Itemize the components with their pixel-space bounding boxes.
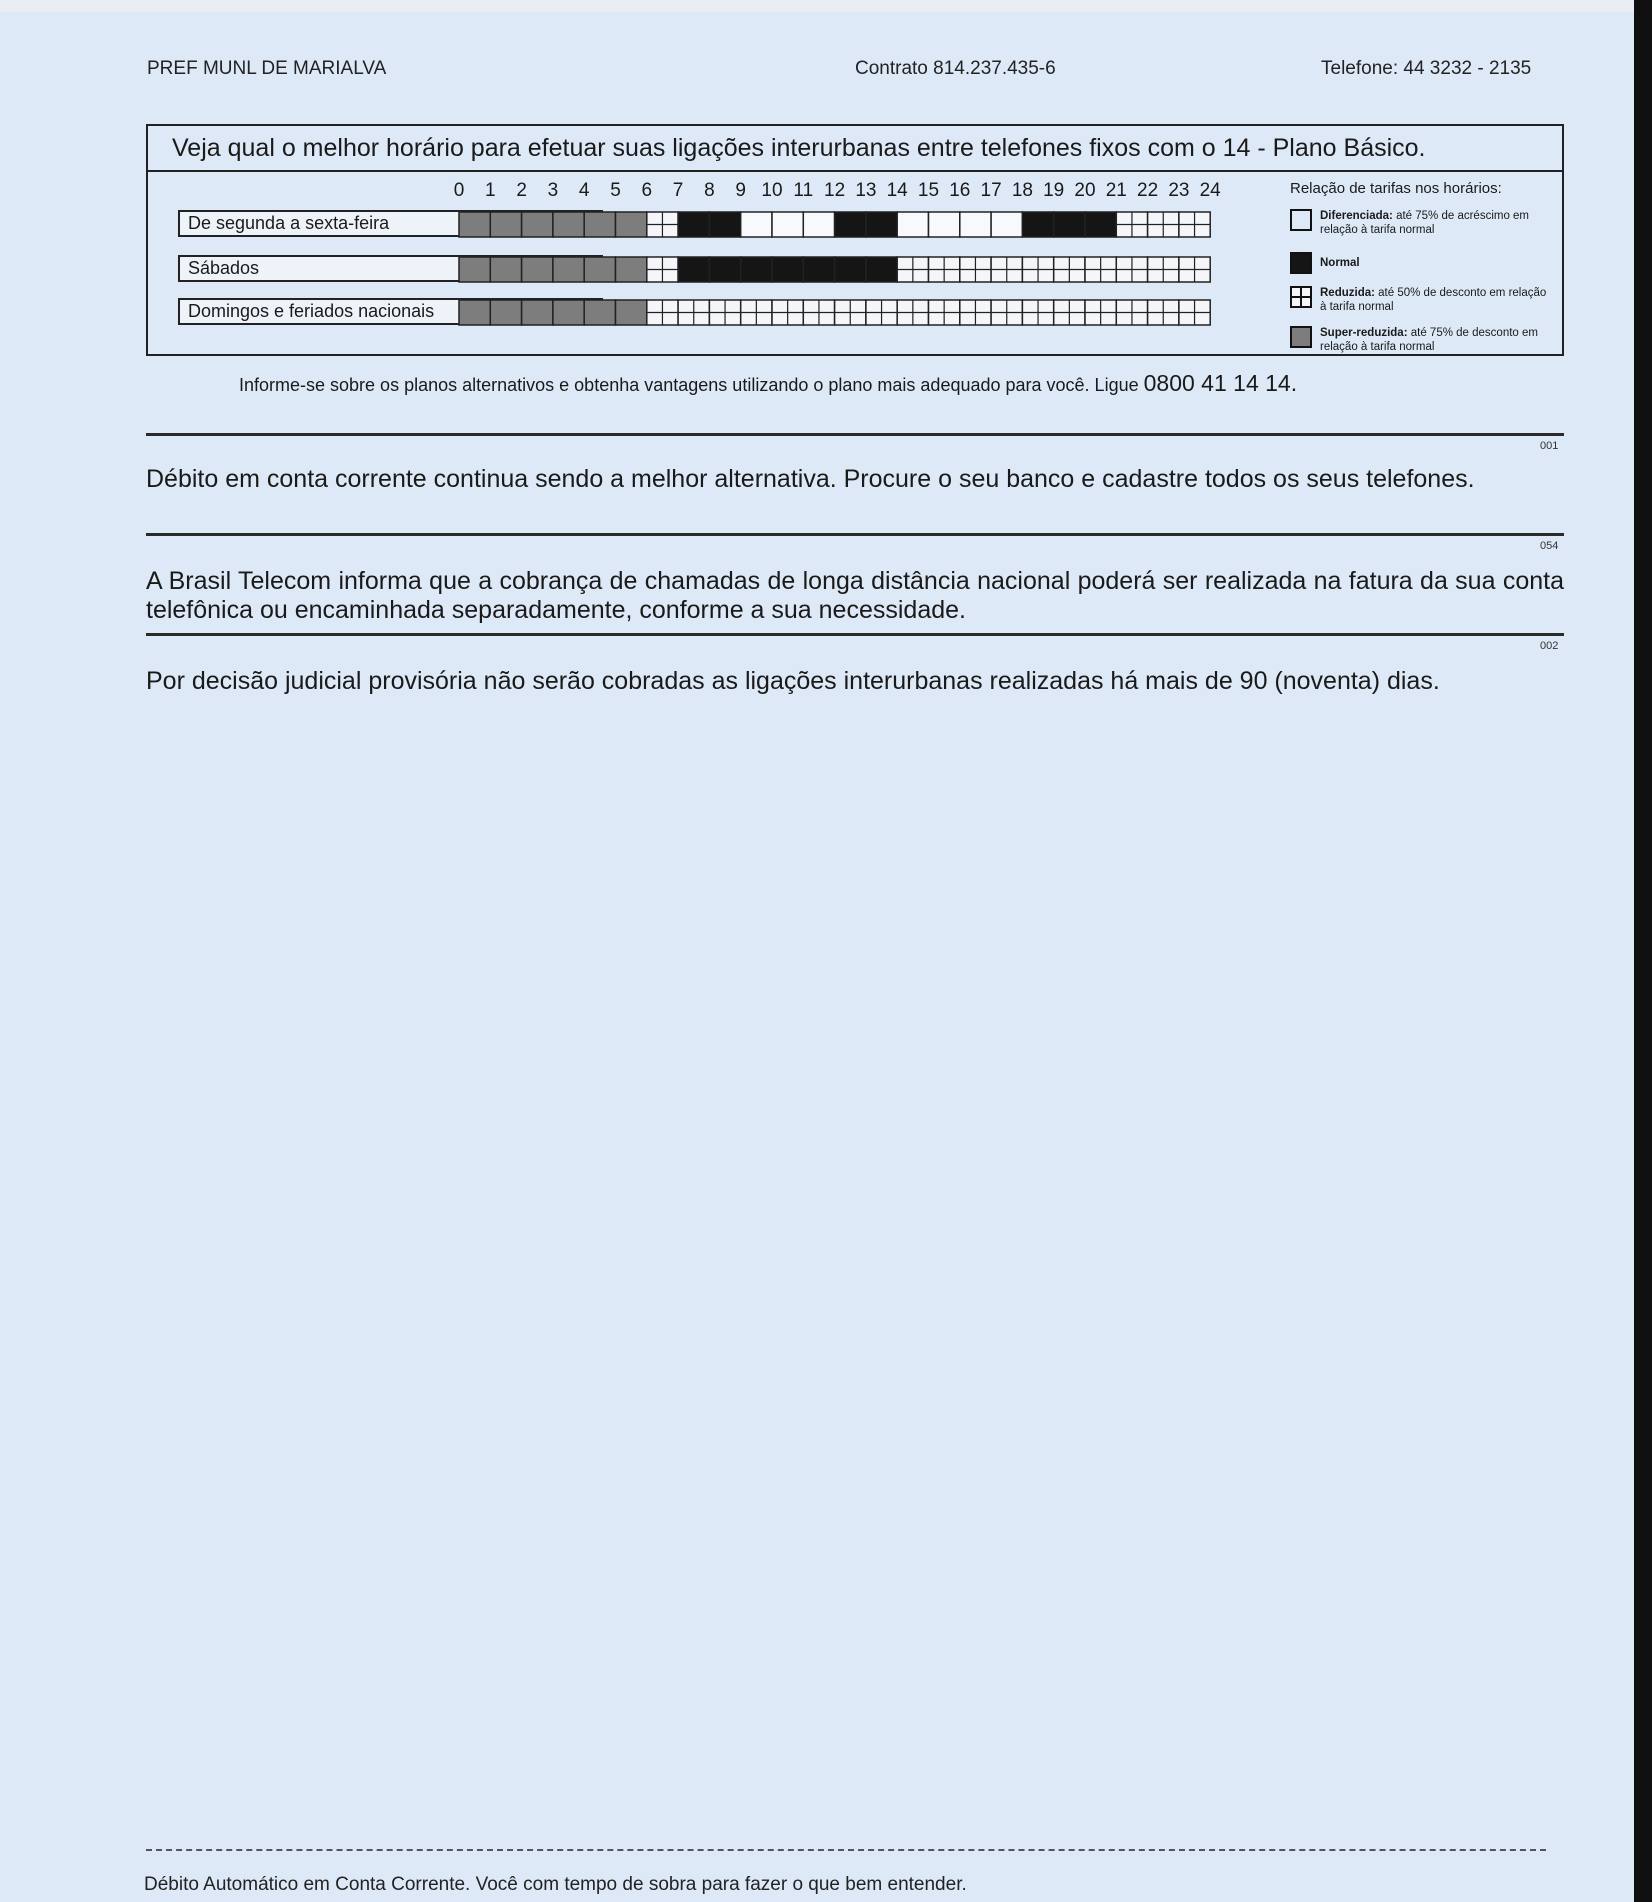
tariff-cell-S xyxy=(459,212,490,237)
tariff-cell-D xyxy=(929,212,960,237)
tariff-cell-N xyxy=(1022,212,1053,237)
legend-name-diferenciada: Diferenciada: xyxy=(1320,210,1393,222)
tariff-cell-D xyxy=(960,212,991,237)
tariff-cell-N xyxy=(678,257,709,282)
hour-label-23: 23 xyxy=(1168,180,1190,201)
plans-info-text: Informe-se sobre os planos alternativos e obtenha vantagens utilizando o plano mais adequado para você. Ligue xyxy=(239,375,1139,395)
tariff-cell-S xyxy=(459,257,490,282)
tariff-cell-N xyxy=(866,257,897,282)
hour-label-19: 19 xyxy=(1043,180,1065,201)
legend-desc-super-reduzida: até 75% de desconto em relação à tarifa normal xyxy=(1320,327,1538,353)
divider xyxy=(146,533,1564,536)
tariff-cell-N xyxy=(835,257,866,282)
tariff-cell-S xyxy=(553,300,584,325)
tariff-cell-S xyxy=(616,300,647,325)
tariff-cell-D xyxy=(741,212,772,237)
legend-swatch-diferenciada xyxy=(1290,209,1312,231)
hour-label-8: 8 xyxy=(704,180,715,201)
hour-label-6: 6 xyxy=(641,180,653,201)
contract-number: Contrato 814.237.435-6 xyxy=(855,58,1056,79)
tariff-cell-D xyxy=(772,212,803,237)
tariff-cell-D xyxy=(991,212,1022,237)
hour-label-18: 18 xyxy=(1011,180,1033,201)
schedule-box xyxy=(146,124,1564,356)
legend-diferenciada xyxy=(1290,209,1548,241)
hour-label-5: 5 xyxy=(610,180,621,201)
hour-label-0: 0 xyxy=(453,180,465,201)
tariff-cell-S xyxy=(490,212,521,237)
legend-swatch-super-reduzida xyxy=(1290,326,1312,348)
tariff-cell-N xyxy=(866,212,897,237)
tariff-cell-S xyxy=(616,212,647,237)
row-label-saturdays: Sábados xyxy=(178,255,603,282)
tariff-cell-S xyxy=(522,300,553,325)
hour-label-13: 13 xyxy=(855,180,877,201)
tariff-cell-N xyxy=(1054,212,1085,237)
tariff-cell-N xyxy=(678,212,709,237)
tariff-cell-D xyxy=(897,212,928,237)
legend-desc-diferenciada: até 75% de acréscimo em relação à tarifa normal xyxy=(1320,210,1530,236)
legend-swatch-normal xyxy=(1290,252,1312,274)
tariff-cell-N xyxy=(741,257,772,282)
legend-title: Relação de tarifas nos horários: xyxy=(1290,180,1502,197)
tariff-cell-S xyxy=(522,257,553,282)
tariff-cell-S xyxy=(584,212,615,237)
tariff-cell-N xyxy=(1085,212,1116,237)
customer-name: PREF MUNL DE MARIALVA xyxy=(147,58,387,79)
plans-info-phone: 0800 41 14 14. xyxy=(1143,370,1298,396)
hour-label-21: 21 xyxy=(1105,180,1127,201)
legend-super-reduzida xyxy=(1290,326,1548,356)
legend-name-normal: Normal xyxy=(1320,257,1360,269)
hour-label-1: 1 xyxy=(485,180,496,201)
message-code: 054 xyxy=(1540,540,1559,552)
legend-normal xyxy=(1290,252,1548,274)
tariff-cell-S xyxy=(459,300,490,325)
message-decisao-judicial: Por decisão judicial provisória não serão cobradas as ligações interurbanas realizadas há mais de 90 (noventa) dias. xyxy=(146,667,1440,695)
legend-swatch-reduzida xyxy=(1290,286,1312,308)
hour-label-10: 10 xyxy=(761,180,783,201)
hour-label-22: 22 xyxy=(1137,180,1159,201)
hour-label-14: 14 xyxy=(886,180,908,201)
footer-promo: Débito Automático em Conta Corrente. Você com tempo de sobra para fazer o que bem entender. xyxy=(144,1874,967,1895)
tariff-cell-N xyxy=(709,212,740,237)
row-label-sundays-holidays: Domingos e feriados nacionais xyxy=(178,298,603,325)
message-longa-distancia: A Brasil Telecom informa que a cobrança de chamadas de longa distância nacional poderá ser realizada na fatura da sua conta telefônica ou encaminhada separadamente, conforme a sua necessidade. xyxy=(146,567,1564,624)
plans-info xyxy=(239,370,1297,397)
tariff-cell-D xyxy=(803,212,834,237)
hour-label-7: 7 xyxy=(672,180,684,201)
cut-line xyxy=(146,1849,1546,1851)
hour-label-24: 24 xyxy=(1199,180,1221,201)
tariff-cell-S xyxy=(490,300,521,325)
tariff-cell-N xyxy=(835,212,866,237)
row-label-weekdays: De segunda a sexta-feira xyxy=(178,210,603,237)
divider xyxy=(146,433,1564,436)
message-code: 001 xyxy=(1540,440,1559,452)
message-debito-conta: Débito em conta corrente continua sendo a melhor alternativa. Procure o seu banco e cadastre todos os seus telefones. xyxy=(146,465,1475,493)
legend-name-super-reduzida: Super-reduzida: xyxy=(1320,327,1408,339)
tariff-cell-N xyxy=(803,257,834,282)
hour-label-15: 15 xyxy=(917,180,940,201)
tariff-cell-N xyxy=(709,257,740,282)
hour-label-4: 4 xyxy=(578,180,590,201)
hour-label-17: 17 xyxy=(980,180,1002,201)
tariff-cell-S xyxy=(584,257,615,282)
tariff-cell-S xyxy=(584,300,615,325)
tariff-cell-S xyxy=(616,257,647,282)
legend-name-reduzida: Reduzida: xyxy=(1320,287,1375,299)
tariff-cell-S xyxy=(553,257,584,282)
hour-label-11: 11 xyxy=(793,180,814,201)
legend-desc-reduzida: até 50% de desconto em relação à tarifa normal xyxy=(1320,287,1547,313)
schedule-title: Veja qual o melhor horário para efetuar suas ligações interurbanas entre telefones fixos com o 14 - Plano Básico. xyxy=(148,126,1562,172)
scan-right-edge xyxy=(1634,0,1652,1902)
tariff-cell-N xyxy=(772,257,803,282)
phone-number: Telefone: 44 3232 - 2135 xyxy=(1321,58,1532,79)
hour-label-16: 16 xyxy=(949,180,971,201)
tariff-cell-S xyxy=(553,212,584,237)
hour-label-3: 3 xyxy=(547,180,559,201)
legend-reduzida xyxy=(1290,286,1548,318)
hour-label-12: 12 xyxy=(824,180,846,201)
tariff-cell-S xyxy=(490,257,521,282)
hour-label-9: 9 xyxy=(735,180,746,201)
divider xyxy=(146,633,1564,636)
tariff-cell-S xyxy=(522,212,553,237)
scan-top-edge xyxy=(0,0,1652,12)
hour-label-20: 20 xyxy=(1074,180,1096,201)
message-code: 002 xyxy=(1540,640,1559,652)
hour-label-2: 2 xyxy=(516,180,527,201)
